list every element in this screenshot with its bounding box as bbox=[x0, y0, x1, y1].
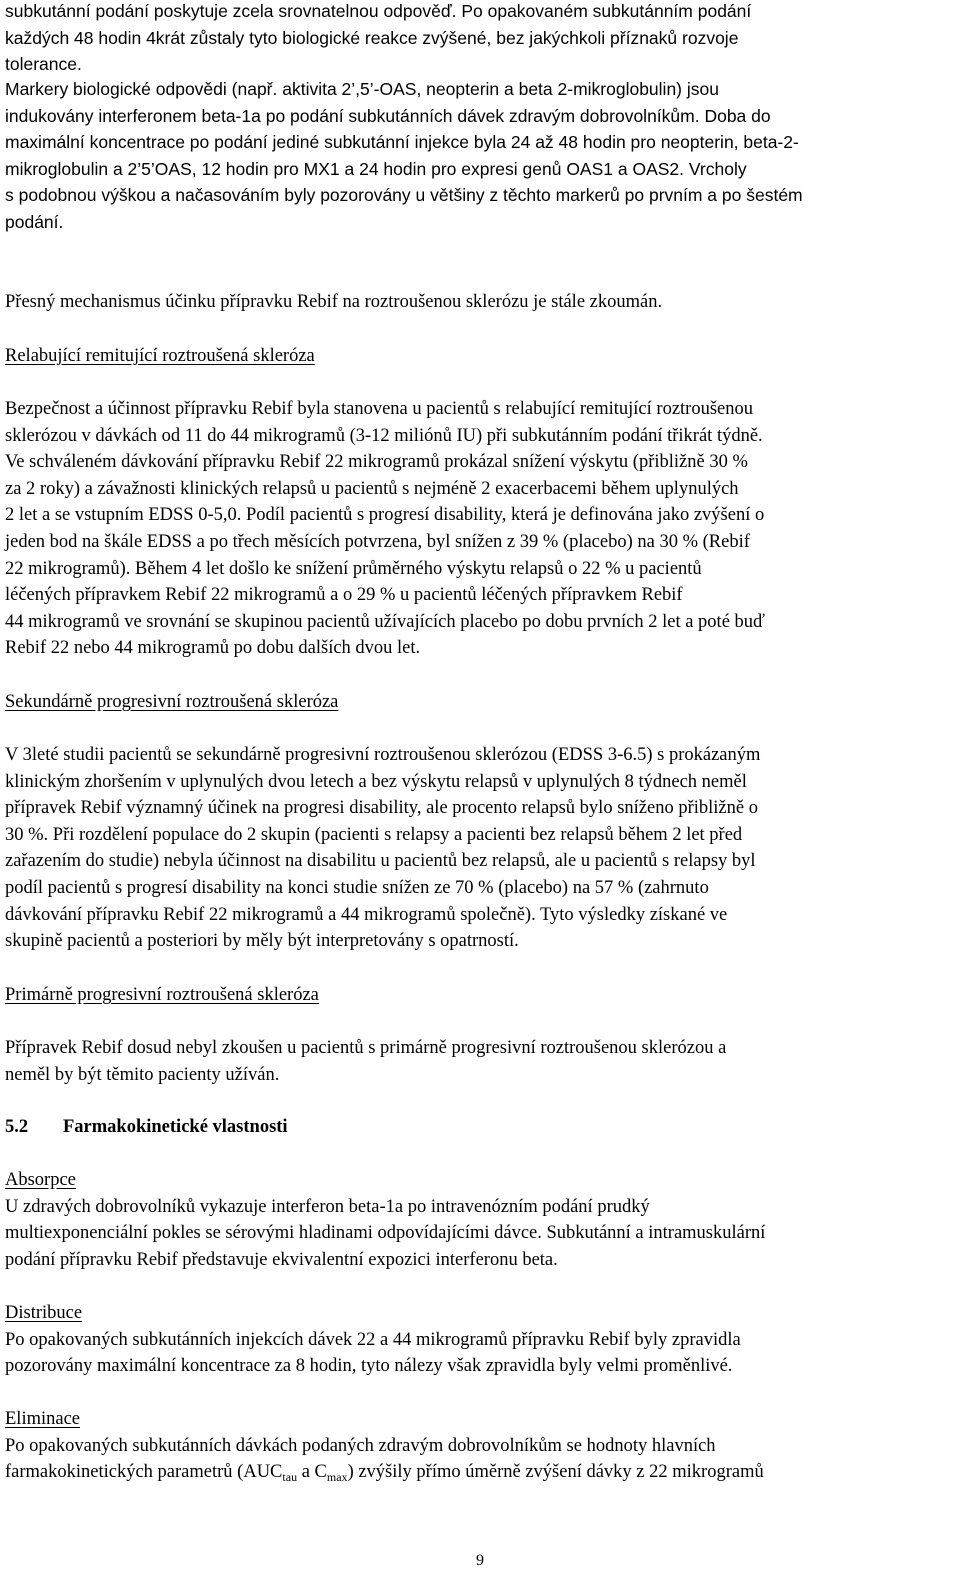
text-line: Markery biologické odpovědi (např. aktivita 2’,5’-OAS, neopterin a beta 2-mikroglobulin) jsou bbox=[5, 79, 719, 99]
text-line: sklerózou v dávkách od 11 do 44 mikrogramů (3-12 miliónů IU) při subkutánním podání třikrát týdně. bbox=[5, 425, 763, 446]
distribution-block bbox=[5, 1300, 953, 1380]
text-line: 22 mikrogramů). Během 4 let došlo ke snížení průměrného výskytu relapsů o 22 % u pacientů bbox=[5, 558, 702, 579]
rr-ms-paragraph bbox=[5, 396, 953, 662]
text-line: Bezpečnost a účinnost přípravku Rebif byla stanovena u pacientů s relabující remitující roztroušenou bbox=[5, 399, 753, 419]
text-line: tolerance. bbox=[5, 54, 82, 75]
text-line: Ve schváleném dávkování přípravku Rebif 22 mikrogramů prokázal snížení výskytu (přibližně 30 % bbox=[5, 452, 748, 473]
sp-ms-paragraph bbox=[5, 742, 953, 955]
text-line: každých 48 hodin 4krát zůstaly tyto biologické reakce zvýšené, bez jakýchkoli příznaků rozvoje bbox=[5, 27, 739, 48]
subheading: Relabující remitující roztroušená skleróza bbox=[5, 346, 315, 366]
text-line: 30 %. Při rozdělení populace do 2 skupin (pacienti s relapsy a pacienti bez relapsů během 2 let před bbox=[5, 824, 743, 845]
text-line: podání. bbox=[5, 211, 64, 232]
text-line: Přesný mechanismus účinku přípravku Rebif na roztroušenou sklerózu je stále zkoumán. bbox=[5, 292, 663, 312]
text-line: skupině pacientů a posteriori by měly být interpretovány s opatrností. bbox=[5, 931, 519, 952]
text-line: Po opakovaných subkutánních dávkách podaných zdravým dobrovolníkům se hodnoty hlavních bbox=[5, 1435, 716, 1456]
text-line: za 2 roky) a závažnosti klinických relapsů u pacientů s nejméně 2 exacerbacemi během uplynulých bbox=[5, 478, 739, 499]
text-line: 44 mikrogramů ve srovnání se skupinou pacientů užívajících placebo po dobu prvních 2 let a poté buď bbox=[5, 611, 765, 632]
text-line: maximální koncentrace po podání jediné subkutánní injekce byla 24 až 48 hodin pro neopterin, beta-2- bbox=[5, 132, 799, 153]
text-line: V 3leté studii pacientů se sekundárně progresivní roztroušenou sklerózou (EDSS 3-6.5) s prokázaným bbox=[5, 745, 761, 765]
text-line: mikroglobulin a 2’5’OAS, 12 hodin pro MX1 a 24 hodin pro expresi genů OAS1 a OAS2. Vrcholy bbox=[5, 158, 747, 179]
subheading: Primárně progresivní roztroušená skleróza bbox=[5, 985, 319, 1005]
subheading: Distribuce bbox=[5, 1303, 83, 1323]
subheading: Eliminace bbox=[5, 1409, 80, 1429]
text-line: přípravek Rebif významný účinek na progresi disability, ale procento relapsů bylo sníženo přibližně o bbox=[5, 798, 758, 819]
text-line: dávkování přípravku Rebif 22 mikrogramů a 44 mikrogramů společně). Tyto výsledky získané ve bbox=[5, 904, 728, 925]
absorption-block bbox=[5, 1167, 953, 1273]
section-title: Farmakokinetické vlastnosti bbox=[63, 1117, 288, 1137]
text-line bbox=[5, 1459, 953, 1486]
elimination-block bbox=[5, 1406, 953, 1486]
mechanism-paragraph bbox=[5, 289, 953, 316]
sp-ms-heading bbox=[5, 689, 953, 716]
text-line: neměl by být těmito pacienty užíván. bbox=[5, 1064, 280, 1085]
intro-paragraph bbox=[5, 0, 953, 78]
subheading: Sekundárně progresivní roztroušená skleróza bbox=[5, 692, 339, 712]
text-line: U zdravých dobrovolníků vykazuje interferon beta-1a po intravenózním podání prudký bbox=[5, 1196, 650, 1217]
section-number: 5.2 bbox=[5, 1117, 29, 1137]
text-line: s podobnou výškou a načasováním byly pozorovány u většiny z těchto markerů po prvním a po šestém bbox=[5, 185, 803, 206]
text-line: podání přípravku Rebif představuje ekvivalentní expozici interferonu beta. bbox=[5, 1249, 558, 1270]
text-fragment: ) zvýšily přímo úměrně zvýšení dávky z 22 mikrogramů bbox=[347, 1462, 764, 1483]
markers-paragraph bbox=[5, 76, 953, 236]
subscript: max bbox=[326, 1470, 348, 1485]
text-line: 2 let a se vstupním EDSS 0-5,0. Podíl pacientů s progresí disability, která je definována jako zvýšení o bbox=[5, 505, 765, 526]
text-line: indukovány interferonem beta-1a po podání subkutánních dávek zdravým dobrovolníkům. Doba do bbox=[5, 105, 771, 126]
rr-ms-heading bbox=[5, 343, 953, 370]
text-line: léčených přípravkem Rebif 22 mikrogramů a o 29 % u pacientů léčených přípravkem Rebif bbox=[5, 585, 683, 606]
subheading: Absorpce bbox=[5, 1170, 76, 1190]
text-fragment: farmakokinetických parametrů (AUC bbox=[5, 1462, 283, 1483]
pp-ms-paragraph bbox=[5, 1035, 953, 1088]
subscript: tau bbox=[282, 1470, 298, 1485]
text-fragment: a C bbox=[297, 1462, 327, 1483]
text-line: subkutánní podání poskytuje zcela srovnatelnou odpověď. Po opakovaném subkutánním podání bbox=[5, 1, 752, 21]
text-line: Přípravek Rebif dosud nebyl zkoušen u pacientů s primárně progresivní roztroušenou sklerózou a bbox=[5, 1038, 727, 1058]
text-line: klinickým zhoršením v uplynulých dvou letech a bez výskytu relapsů v uplynulých 8 týdnech neměl bbox=[5, 771, 747, 792]
text-line: multiexponenciální pokles se sérovými hladinami odpovídajícími dávce. Subkutánní a intramuskulární bbox=[5, 1223, 766, 1244]
text-line: jeden bod na škále EDSS a po třech měsících potvrzena, byl snížen z 39 % (placebo) na 30 % (Rebif bbox=[5, 531, 750, 552]
text-line: podíl pacientů s progresí disability na konci studie snížen ze 70 % (placebo) na 57 % (zahrnuto bbox=[5, 877, 709, 898]
text-line: Po opakovaných subkutánních injekcích dávek 22 a 44 mikrogramů přípravku Rebif byly zpravidla bbox=[5, 1329, 741, 1350]
page-number: 9 bbox=[476, 1552, 484, 1569]
text-line: pozorovány maximální koncentrace za 8 hodin, tyto nálezy však zpravidla byly velmi proměnlivé. bbox=[5, 1356, 733, 1377]
text-line: zařazením do studie) nebyla účinnost na disabilitu u pacientů bez relapsů, ale u pacientů s relapsy byl bbox=[5, 851, 756, 872]
pp-ms-heading bbox=[5, 982, 953, 1009]
text-line: Rebif 22 nebo 44 mikrogramů po dobu dalších dvou let. bbox=[5, 638, 421, 659]
section-heading bbox=[5, 1114, 953, 1141]
